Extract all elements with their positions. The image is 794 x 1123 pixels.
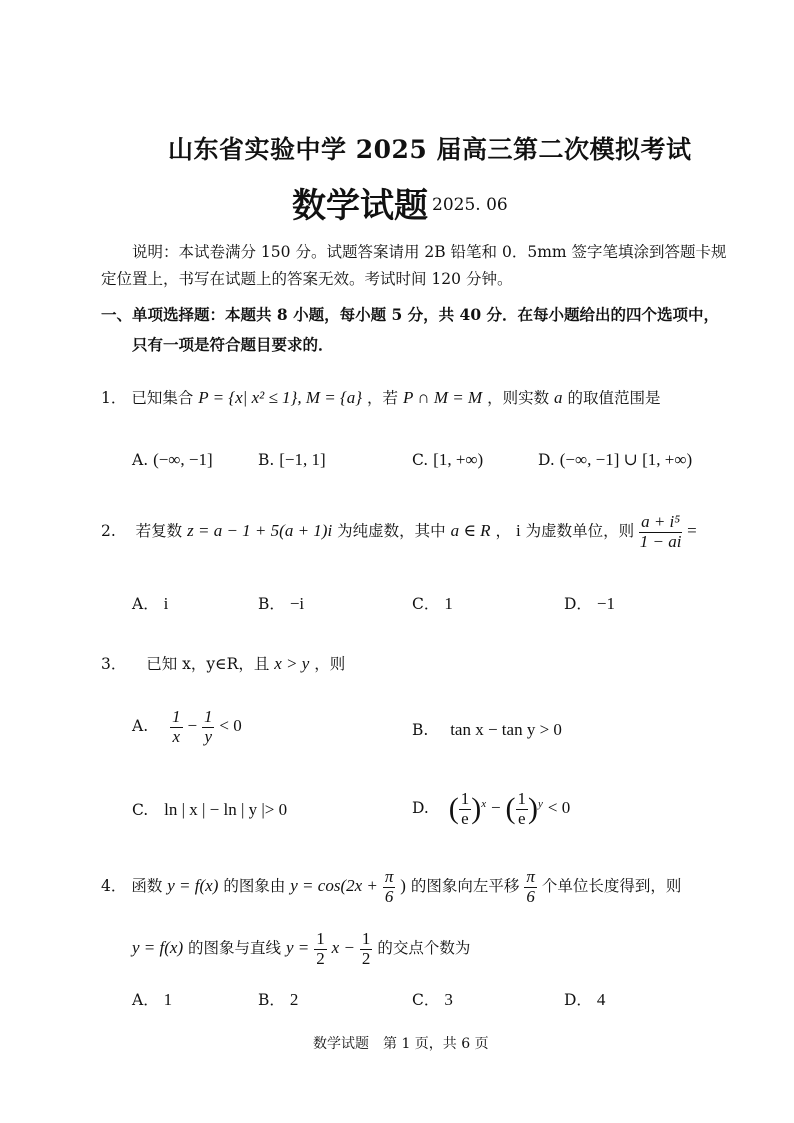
q1-option-d [538,450,692,470]
exponent: y [538,798,543,811]
option-value: 1 [163,990,173,1009]
instructions-line-2: 定位置上，书写在试题上的答案无效。考试时间 120 分钟。 [101,270,513,288]
fraction-denominator: 2 [361,948,371,968]
question-text: ，若 [367,389,399,407]
option-label: C． [412,595,440,613]
math-expression: a [554,388,563,407]
question-1 [101,386,660,408]
fraction-denominator: 2 [316,948,325,968]
option-label: A． [132,991,159,1009]
question-text: 的图象向左平移 [410,877,520,896]
math-expression: x > y [274,654,310,673]
math-expression: y = f(x) [167,876,219,896]
question-text: 的取值范围是 [567,389,661,407]
option-value: 4 [596,990,606,1009]
math-expression: x − [331,938,355,958]
fraction [360,930,373,968]
option-label: D. [538,451,555,469]
option-value: 1 [444,594,453,613]
option-label: D. [412,799,429,818]
question-4-line-2 [132,930,470,968]
fraction-numerator: 1 [316,929,325,948]
question-text: 已知集合 [131,389,194,407]
math-expression: y = [286,938,310,958]
option-value: [−1, 1] [279,450,326,469]
fraction-denominator: 6 [384,886,394,906]
option-label: B． [258,991,285,1009]
fraction [383,868,396,906]
question-text: 为虚数单位，则 [525,522,635,541]
math-expression: P ∩ M = M [402,388,483,407]
question-text: 的交点个数为 [377,939,471,958]
equals-sign: = [687,521,697,541]
fraction-numerator: 1 [172,707,181,726]
question-text: 的图象与直线 [188,939,282,958]
question-text: ，则实数 [487,389,550,407]
q2-option-b [258,592,304,614]
question-text: 为纯虚数，其中 [337,522,446,541]
fraction-numerator: 1 [460,789,470,808]
question-text: 函数 [131,877,163,896]
option-label: D． [564,991,592,1009]
q4-option-d [564,988,605,1010]
q1-option-a [132,450,213,470]
option-value: [1, +∞) [433,450,484,469]
fraction-numerator: a + i⁵ [641,512,681,531]
math-expression: z = a − 1 + 5(a + 1)i [187,521,333,541]
q2-option-c [412,592,453,614]
question-text: 的图象由 [223,877,286,896]
fraction-numerator: 1 [517,789,527,808]
exam-date: 2025. 06 [432,195,508,215]
fraction [170,708,183,746]
q3-option-c [132,800,287,820]
fraction-denominator: e [461,808,469,828]
q3-option-d: D. ( $\frac{1}{e}$ )$^x$ − ( $\frac{1}{e}$ )$^y$ < 0 [412,789,571,828]
math-expression: ) [400,876,406,896]
fraction [459,790,472,828]
fraction-denominator: 1 − ai [639,531,682,551]
option-label: A. [132,451,149,469]
math-expression: P = {x| x² ≤ 1}, M = {a} [198,388,363,407]
option-label: B. [412,721,429,739]
option-value: 3 [444,990,453,1009]
fraction-denominator: x [172,726,181,746]
fraction-denominator: e [518,808,526,828]
exponent: x [481,798,487,811]
option-value: ln | x | − ln | y |> 0 [164,800,288,819]
q4-option-a [132,988,172,1010]
math-expression: y = f(x) [132,938,184,958]
fraction-numerator: 1 [203,707,213,726]
question-3 [101,652,345,674]
option-value: −i [289,594,305,613]
q3-option-b [412,720,562,740]
option-value: (−∞, −1] [153,450,213,469]
option-value: tan x − tan y > 0 [450,720,562,739]
option-label: C. [132,801,149,819]
q4-option-b [258,988,298,1010]
q1-option-c [412,450,483,470]
minus-sign: − [187,716,198,736]
question-text: ， [495,522,511,541]
fraction-denominator: y [204,726,212,746]
option-label: C． [412,991,440,1009]
option-label: B． [258,595,285,613]
q2-option-a [132,592,168,614]
option-label: A. [132,717,149,736]
subject-title: 数学试题 [292,186,428,226]
option-value: (−∞, −1] ∪ [1, +∞) [559,450,693,469]
minus-sign: − [491,798,501,818]
option-value: i [163,594,169,613]
math-expression: y = cos(2x + [290,876,378,896]
exam-title: 山东省实验中学 2025 届高三第二次模拟考试 [168,135,692,164]
option-label: C. [412,451,429,469]
option-label: A． [132,595,159,613]
q3-option-a [132,708,242,746]
inequality: < 0 [219,716,242,736]
section-heading-line-1: 一、单项选择题：本题共 8 小题，每小题 5 分，共 40 分．在每小题给出的四个选项中， [101,305,720,324]
section-heading-line-2: 只有一项是符合题目要求的． [132,335,334,354]
question-4 [101,868,681,906]
q2-option-d [564,592,615,614]
option-label: D． [564,595,592,613]
math-expression: i [515,521,521,541]
fraction-numerator: 1 [361,929,371,948]
question-text: 已知 x，y∈R，且 [146,655,270,673]
question-number: 2. [101,522,116,541]
instructions-line-1: 说明：本试卷满分 150 分。试题答案请用 2B 铅笔和 0．5mm 签字笔填涂到答题卡规 [132,243,727,261]
q1-option-b [258,450,326,470]
fraction [314,930,327,968]
page-footer: 数学试题 第 1 页，共 6 页 [313,1036,489,1052]
q4-option-c [412,988,453,1010]
inequality: < 0 [547,798,571,818]
fraction [639,513,682,551]
fraction-denominator: 6 [526,886,535,906]
question-number: 3． [101,655,127,673]
option-value: −1 [596,594,615,613]
question-2 [101,513,697,551]
question-number: 4． [101,877,127,896]
question-text: 若复数 [135,522,183,541]
math-expression: a ∈ R [450,521,491,541]
question-text: ，则 [314,655,346,673]
fraction [516,790,529,828]
fraction [524,868,537,906]
fraction [202,708,215,746]
fraction-numerator: π [384,867,394,886]
option-value: 2 [289,990,299,1009]
question-text: 个单位长度得到，则 [541,877,682,896]
fraction-numerator: π [526,867,535,886]
question-number: 1． [101,389,127,407]
option-label: B. [258,451,275,469]
